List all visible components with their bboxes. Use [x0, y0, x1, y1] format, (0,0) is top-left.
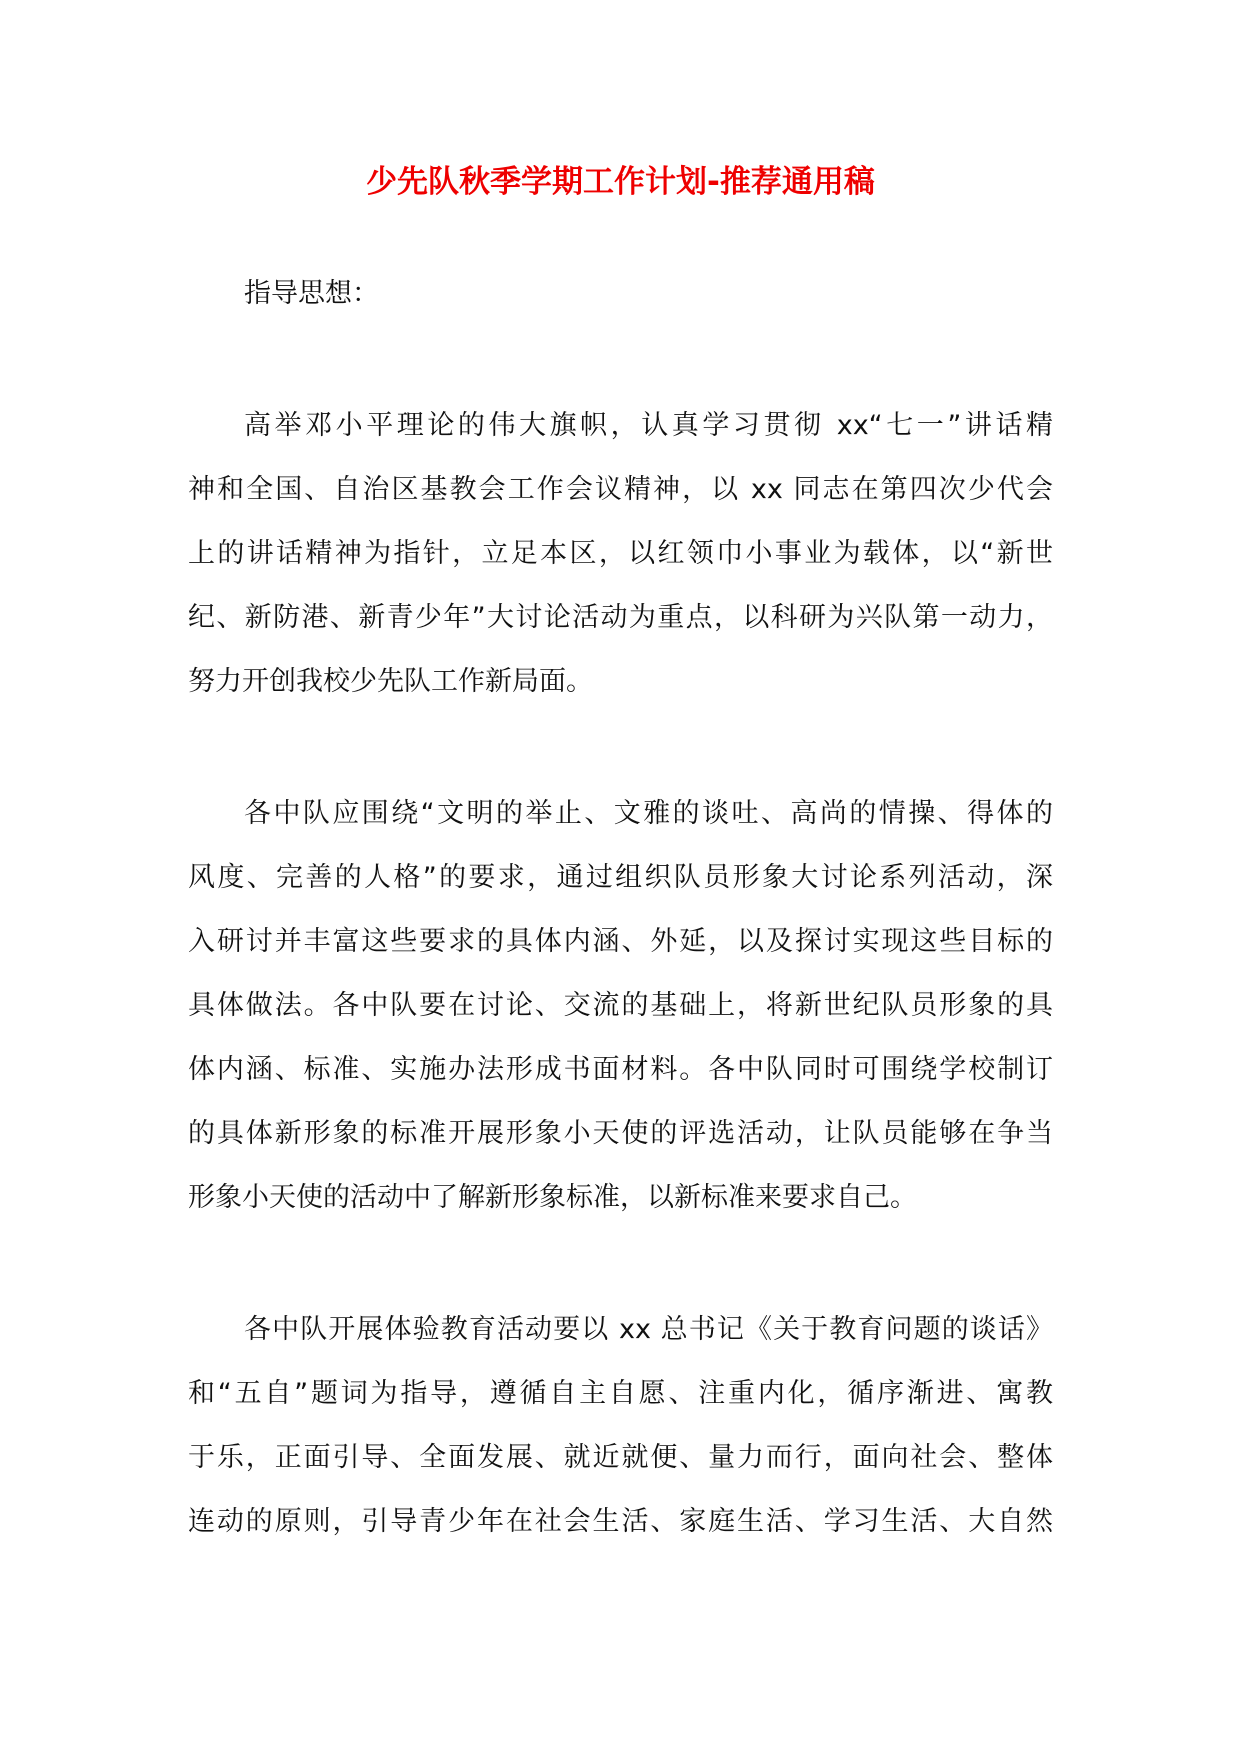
- paragraph-line: 上的讲话精神为指针，立足本区，以红领巾小事业为载体，以“新世: [188, 538, 1053, 569]
- document-body: [188, 262, 1053, 1622]
- paragraph-line: 纪、新防港、新青少年”大讨论活动为重点，以科研为兴队第一动力，: [188, 602, 1053, 633]
- paragraph: [188, 782, 1053, 1230]
- paragraph-line: 各中队开展体验教育活动要以 xx 总书记《关于教育问题的谈话》: [244, 1314, 1053, 1345]
- paragraph-line: 高举邓小平理论的伟大旗帜，认真学习贯彻 xx“七一”讲话精: [244, 410, 1053, 441]
- paragraph-line: 形象小天使的活动中了解新形象标准，以新标准来要求自己。: [188, 1182, 917, 1213]
- paragraph-line: 神和全国、自治区基教会工作会议精神，以 xx 同志在第四次少代会: [188, 474, 1053, 505]
- paragraph-line: 的具体新形象的标准开展形象小天使的评选活动，让队员能够在争当: [188, 1118, 1053, 1149]
- paragraph-line: 和“五自”题词为指导，遵循自主自愿、注重内化，循序渐进、寓教: [188, 1378, 1053, 1409]
- section-heading: 指导思想：: [244, 278, 379, 309]
- paragraph: [188, 1298, 1053, 1554]
- paragraph-line: 努力开创我校少先队工作新局面。: [188, 666, 593, 697]
- paragraph-line: 入研讨并丰富这些要求的具体内涵、外延，以及探讨实现这些目标的: [188, 926, 1053, 957]
- paragraph-line: 具体做法。各中队要在讨论、交流的基础上，将新世纪队员形象的具: [188, 990, 1053, 1021]
- paragraph-line: 各中队应围绕“文明的举止、文雅的谈吐、高尚的情操、得体的: [244, 798, 1053, 829]
- document-title: 少先队秋季学期工作计划-推荐通用稿: [366, 164, 875, 200]
- paragraph-line: 于乐，正面引导、全面发展、就近就便、量力而行，面向社会、整体: [188, 1442, 1053, 1473]
- paragraph-line: 连动的原则，引导青少年在社会生活、家庭生活、学习生活、大自然: [188, 1506, 1053, 1537]
- paragraph: [188, 394, 1053, 714]
- paragraph-line: 体内涵、标准、实施办法形成书面材料。各中队同时可围绕学校制订: [188, 1054, 1053, 1085]
- paragraph-line: 风度、完善的人格”的要求，通过组织队员形象大讨论系列活动，深: [188, 862, 1053, 893]
